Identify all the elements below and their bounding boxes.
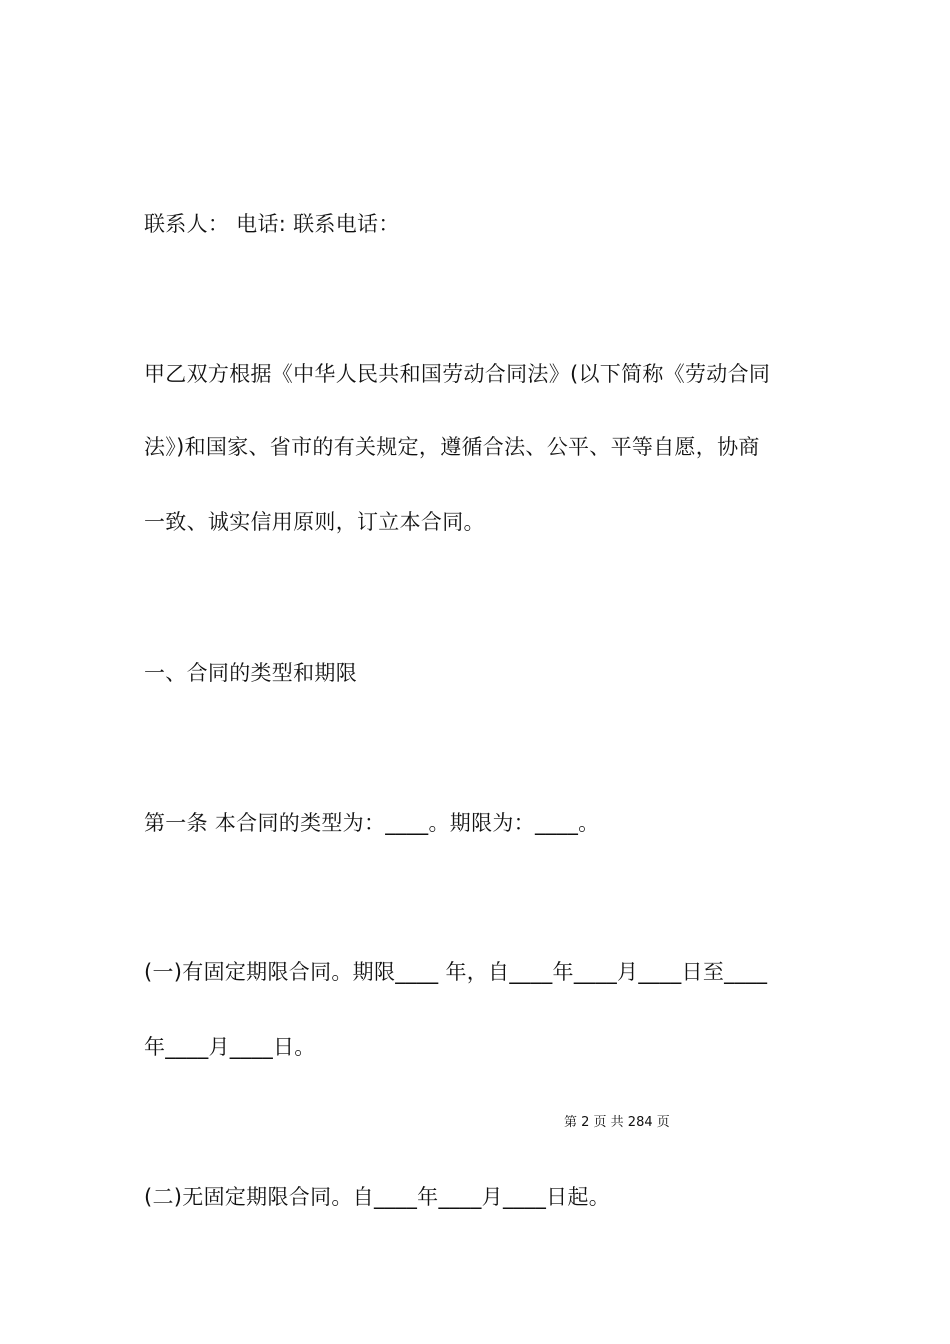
preamble-line-3: 一致、诚实信用原则，订立本合同。 — [144, 510, 485, 534]
preamble-line-2: 法》)和国家、省市的有关规定，遵循合法、公平、平等自愿，协商 — [144, 435, 760, 459]
item-2: (二)无固定期限合同。自____年____月____日起。 — [144, 1185, 611, 1209]
preamble-line-1: 甲乙双方根据《中华人民共和国劳动合同法》(以下简称《劳动合同 — [144, 362, 771, 386]
article-1: 第一条 本合同的类型为：____。期限为：____。 — [144, 811, 600, 835]
item-1-line-1: (一)有固定期限合同。期限____ 年，自____年____月____日至____ — [144, 960, 768, 984]
item-1-line-2: 年____月____日。 — [144, 1035, 316, 1059]
section-heading: 一、合同的类型和期限 — [144, 661, 357, 685]
contact-line: 联系人： 电话: 联系电话： — [144, 212, 400, 236]
page-footer: 第 2 页 共 284 页 — [564, 1115, 670, 1130]
